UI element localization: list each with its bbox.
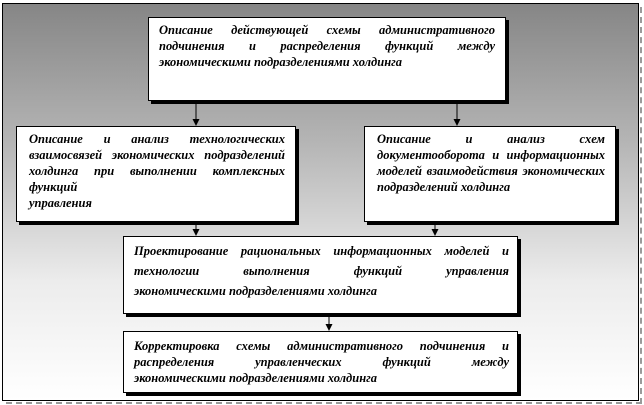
arrow-top-to-right-head xyxy=(454,119,461,126)
arrow-right-to-middle-head xyxy=(432,229,439,236)
box-top-text: Описание действующей схемы административного подчинения и распределения функций между xyxy=(159,23,495,53)
arrow-middle-to-bottom-head xyxy=(326,324,333,331)
box-left-text: Описание и анализ технологических взаимосвязей экономических подразделений холдинга при выполнении комплексных функций xyxy=(29,132,285,194)
box-right-text: Описание и анализ схем документооборота и информационных моделей взаимодействия экономических xyxy=(377,132,605,178)
box-document-flow-analysis xyxy=(364,126,616,222)
box-current-scheme-description xyxy=(148,17,506,101)
box-rational-model-design xyxy=(123,236,518,314)
box-bottom-text-last: экономическими подразделениями холдинга xyxy=(134,371,378,385)
box-scheme-correction xyxy=(123,331,518,393)
box-middle-text-last: экономическими подразделениями холдинга xyxy=(134,284,378,298)
box-bottom-text: Корректировка схемы административного подчинения и распределения управленческих функций между xyxy=(134,339,509,369)
box-technological-relations-analysis xyxy=(16,126,296,222)
box-left-text-last: управления xyxy=(29,196,92,210)
box-top-text-last: экономическими подразделениями холдинга xyxy=(159,55,403,69)
box-right-text-last: подразделений холдинга xyxy=(377,180,511,194)
arrow-left-to-middle-head xyxy=(193,229,200,236)
box-middle-text: Проектирование рациональных информационных моделей и технологии выполнения функций управления xyxy=(134,244,509,278)
arrow-top-to-left-head xyxy=(193,119,200,126)
